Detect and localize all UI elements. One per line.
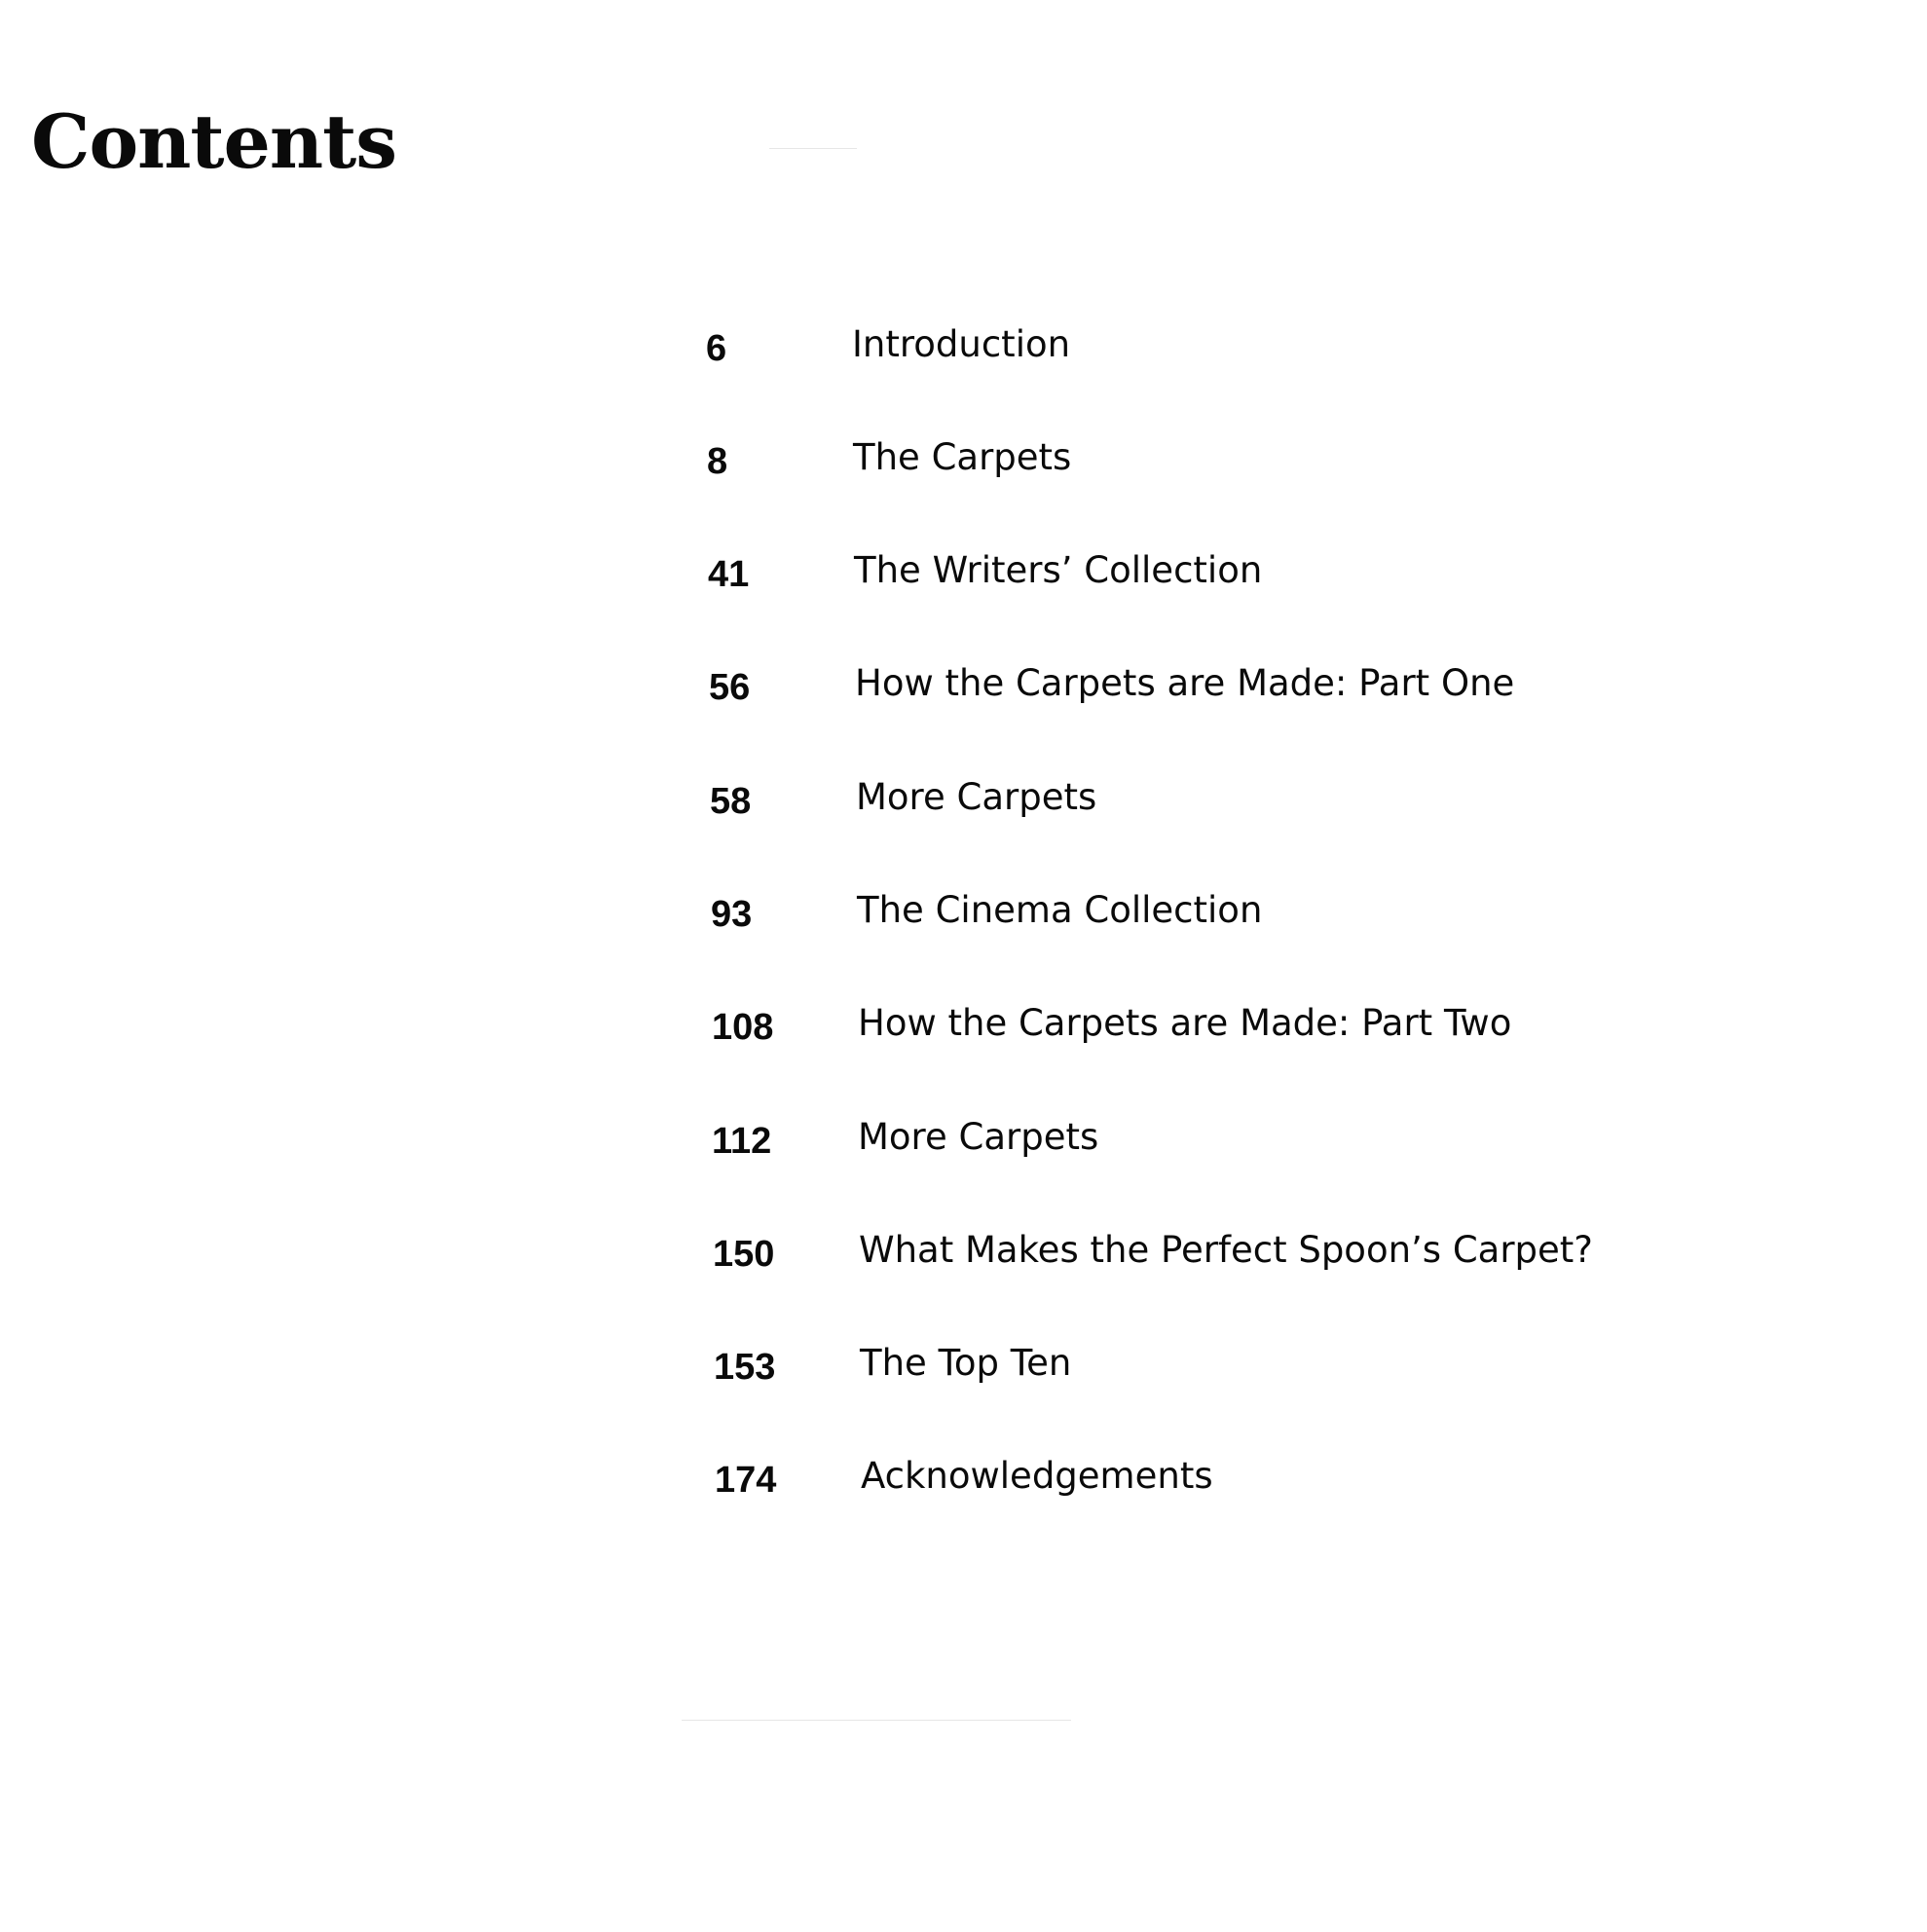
page-title: Contents — [31, 98, 397, 185]
toc-page-number: 41 — [708, 554, 750, 595]
toc-page-number: 93 — [711, 894, 753, 935]
toc-section-title: More Carpets — [858, 1116, 1099, 1158]
toc-entry — [709, 658, 1683, 717]
toc-section-title: The Writers’ Collection — [854, 549, 1263, 591]
toc-section-title: Acknowledgements — [861, 1455, 1213, 1497]
toc-entry — [714, 1338, 1687, 1396]
toc-entry — [713, 1225, 1686, 1283]
toc-section-title: The Top Ten — [860, 1342, 1072, 1384]
toc-section-title: How the Carpets are Made: Part Two — [858, 1002, 1512, 1044]
toc-entry — [712, 1112, 1686, 1170]
toc-page-number: 174 — [715, 1460, 777, 1501]
toc-entry — [710, 772, 1684, 831]
toc-section-title: What Makes the Perfect Spoon’s Carpet? — [859, 1229, 1593, 1271]
toc-section-title: More Carpets — [856, 776, 1097, 818]
toc-entry — [712, 998, 1686, 1057]
toc-entry — [715, 1451, 1688, 1509]
toc-entry — [706, 319, 1680, 378]
toc-entry — [707, 432, 1681, 491]
toc-page-number: 108 — [712, 1007, 774, 1048]
toc-entry — [711, 885, 1685, 944]
scan-mark — [682, 1720, 1071, 1721]
toc-section-title: The Carpets — [853, 436, 1072, 478]
toc-section-title: How the Carpets are Made: Part One — [855, 662, 1515, 704]
toc-page-number: 58 — [710, 781, 752, 822]
toc-page-number: 150 — [713, 1234, 775, 1275]
toc-page-number: 153 — [714, 1347, 776, 1388]
toc-section-title: Introduction — [852, 323, 1071, 365]
toc-section-title: The Cinema Collection — [857, 889, 1263, 931]
toc-entry — [708, 545, 1682, 604]
toc-page-number: 6 — [706, 328, 727, 369]
toc-page-number: 112 — [712, 1121, 772, 1162]
toc-page-number: 8 — [707, 441, 728, 482]
toc-page-number: 56 — [709, 667, 751, 708]
scan-mark — [769, 148, 857, 149]
